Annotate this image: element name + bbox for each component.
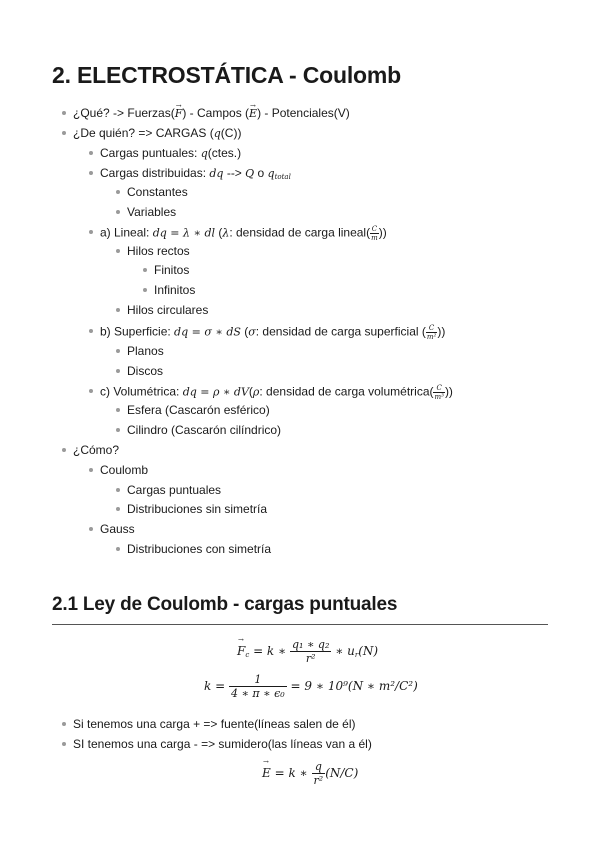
bullet-coulomb-cargas-puntuales: Cargas puntuales	[127, 483, 222, 497]
bullet-volumetrica: c) Volumétrica: dq = ρ ∗ dV(ρ: densidad de carga volumétrica( $\frac{C}{\text{m³}}$ ))	[100, 384, 453, 401]
bullet-constantes: Constantes	[127, 185, 188, 199]
bullet-esfera: Esfera (Cascarón esférico)	[127, 403, 270, 417]
bullet-lineal: a) Lineal: dq = λ ∗ dl (λ: densidad de carga lineal( $\frac{C}{m}$ ))	[100, 225, 387, 242]
bullet-discos: Discos	[127, 364, 164, 378]
bullet-sin-simetria: Distribuciones sin simetría	[127, 502, 268, 516]
bullet-gauss: Gauss	[100, 522, 135, 536]
bullet-infinitos: Infinitos	[154, 283, 196, 297]
bullet-cilindro: Cilindro (Cascarón cilíndrico)	[127, 423, 282, 437]
section-title-electrostatica: 2. ELECTROSTÁTICA - Coulomb	[52, 62, 401, 88]
bullet-carga-negativa: SI tenemos una carga - => sumidero(las líneas van a él)	[73, 737, 372, 751]
section-title-ley-coulomb: 2.1 Ley de Coulomb - cargas puntuales	[52, 594, 398, 615]
bullet-con-simetria: Distribuciones con simetría	[127, 542, 272, 556]
bullet-hilos-rectos: Hilos rectos	[127, 244, 190, 258]
bullet-de-quien: ¿De quién? => CARGAS (q(C))	[73, 126, 242, 140]
bullet-hilos-circulares: Hilos circulares	[127, 303, 209, 317]
equation-coulomb-force: $F \to_c = k$ ∗ $\frac{\text{q₁ ∗ q₂}}{\text{r²}}$ ∗ $u_r(N)$	[237, 638, 378, 665]
bullet-variables: Variables	[127, 205, 177, 219]
bullet-cargas-distribuidas: Cargas distribuidas: dq --> Q o $q_{total}$	[100, 166, 291, 184]
bullet-planos: Planos	[127, 344, 164, 358]
lineal-fraction: $\frac{C}{m}$	[371, 225, 378, 242]
bullet-cargas-puntuales: Cargas puntuales: q(ctes.)	[100, 146, 242, 160]
superficie-fraction: $\frac{C}{\text{m²}}$	[426, 324, 437, 341]
bullet-como: ¿Cómo?	[73, 443, 120, 457]
section-divider	[52, 624, 548, 625]
bullet-carga-positiva: Si tenemos una carga + => fuente(líneas salen de él)	[73, 717, 356, 731]
equation-constant-k: k = $\frac{1}{\text{4 ∗ π ∗ ϵ₀}}$ = 9 ∗ 10⁹(N ∗ m²/C²)	[204, 673, 418, 700]
bullet-que: ¿Qué? -> Fuerzas(F →) - Campos (E →) - Potenciales(V)	[73, 106, 350, 121]
bullet-finitos: Finitos	[154, 263, 190, 277]
bullet-superficie: b) Superficie: dq = σ ∗ dS (σ: densidad de carga superficial ( $\frac{C}{\text{m²}}$ ))	[100, 324, 446, 341]
equation-electric-field: E → = k ∗ $\frac{q}{\text{r²}}$ (N/C)	[262, 760, 358, 787]
volumetrica-fraction: $\frac{C}{\text{m³}}$	[434, 384, 444, 401]
bullet-coulomb: Coulomb	[100, 463, 149, 477]
